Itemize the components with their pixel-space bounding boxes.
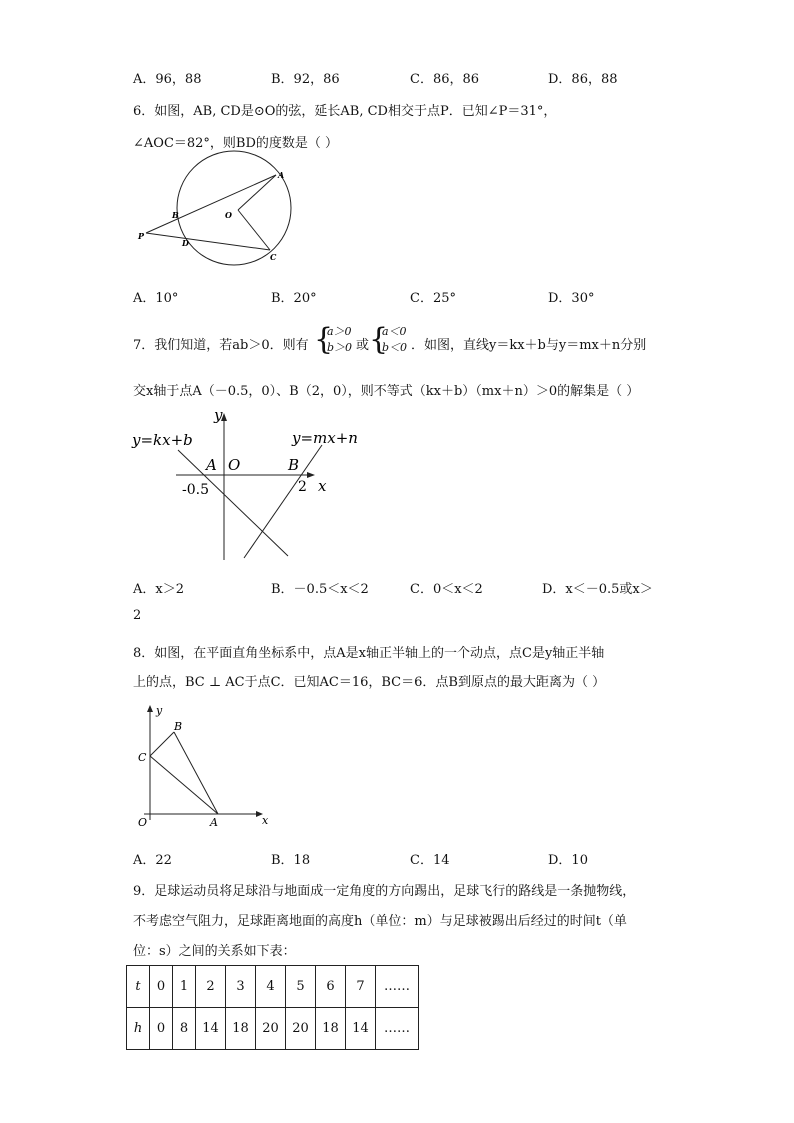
q6-stem-line2: ∠AOC＝82°，则BD的度数是（ ）: [133, 136, 339, 151]
q6-label-p: P: [138, 231, 145, 241]
q9-cell: 0: [150, 966, 173, 1008]
q7-label-x: x: [318, 477, 327, 495]
q9-cell: 14: [196, 1008, 226, 1050]
q7-label-a: A: [206, 456, 217, 474]
q7-stem-line1-pre: 7．我们知道，若ab＞0．则有: [133, 338, 309, 353]
q8-label-x: x: [262, 814, 269, 827]
q8-y-axis-arrow: [147, 705, 153, 712]
q6-option-d: D．30°: [548, 291, 595, 306]
q9-cell: 20: [256, 1008, 286, 1050]
q5-option-d: D．86，88: [548, 72, 618, 87]
q9-cell: 5: [286, 966, 316, 1008]
q7-system2-eq1: a＜0: [382, 325, 407, 338]
q7-label-o: O: [228, 456, 241, 474]
q6-circle: [177, 151, 291, 265]
q9-stem-line3: 位：s）之间的关系如下表：: [133, 944, 296, 959]
q7-line-mx-n: [244, 445, 322, 558]
q8-stem-line2: 上的点，BC ⊥ AC于点C．已知AC＝16，BC＝6．点B到原点的最大距离为（ ）: [133, 675, 606, 690]
q8-option-a: A．22: [133, 853, 172, 868]
q7-system2-eq2: b＜0: [382, 341, 408, 354]
q5-option-b: B．92，86: [271, 72, 340, 87]
q9-cell: 1: [173, 966, 196, 1008]
q9-cell-ellipsis: ……: [376, 1008, 419, 1050]
q9-cell: 18: [316, 1008, 346, 1050]
q7-system2-brace: {: [369, 322, 389, 357]
q7-option-b: B．－0.5＜x＜2: [271, 582, 369, 597]
q7-label-line2: y=mx+n: [292, 429, 358, 447]
q7-label-neg-half: -0.5: [182, 482, 209, 498]
q6-label-a: A: [278, 170, 285, 180]
q9-cell-ellipsis: ……: [376, 966, 419, 1008]
q8-segment-ba: [174, 732, 218, 814]
q7-option-c: C．0＜x＜2: [410, 582, 483, 597]
q6-stem-line1: 6．如图，AB, CD是⊙O的弦，延长AB, CD相交于点P．已知∠P＝31°，: [133, 104, 557, 119]
q8-coordinate-figure: [130, 700, 280, 832]
q6-label-b: B: [172, 210, 179, 220]
q6-option-c: C．25°: [410, 291, 456, 306]
q8-label-b: B: [174, 720, 183, 733]
q8-label-c: C: [138, 751, 147, 764]
q9-cell: 3: [226, 966, 256, 1008]
q8-option-c: C．14: [410, 853, 450, 868]
q5-option-c: C．86，86: [410, 72, 480, 87]
q9-cell: 14: [346, 1008, 376, 1050]
q9-cell: 20: [286, 1008, 316, 1050]
q6-line-pa: [146, 175, 276, 233]
q9-stem-line1: 9．足球运动员将足球沿与地面成一定角度的方向踢出，足球飞行的路线是一条抛物线，: [133, 884, 636, 899]
q6-label-o: O: [225, 210, 232, 220]
q9-table-row-t: [127, 966, 419, 1008]
q7-label-line1: y=kx+b: [132, 431, 193, 449]
q5-option-a: A．96，88: [133, 72, 202, 87]
q9-cell: 2: [196, 966, 226, 1008]
q7-label-y: y: [214, 406, 223, 424]
q7-system1-eq2: b＞0: [327, 341, 353, 354]
q9-cell: 4: [256, 966, 286, 1008]
q9-cell-h-header: h: [127, 1008, 150, 1050]
q6-circle-figure: [130, 150, 310, 275]
q7-x-axis-arrow: [307, 472, 315, 478]
q6-label-c: C: [270, 252, 277, 262]
q9-cell: 7: [346, 966, 376, 1008]
q7-option-a: A．x＞2: [133, 582, 184, 597]
q7-system1-brace: {: [314, 322, 334, 357]
q7-label-b: B: [288, 456, 300, 474]
q7-label-two: 2: [298, 479, 307, 495]
q8-option-d: D．10: [548, 853, 588, 868]
q8-label-y: y: [156, 704, 163, 717]
q8-label-a: A: [210, 816, 218, 829]
q8-segment-cb: [150, 732, 174, 756]
q9-cell: 6: [316, 966, 346, 1008]
q6-label-d: D: [182, 238, 189, 248]
q7-option-d-wrap: 2: [133, 608, 142, 623]
q9-cell: 18: [226, 1008, 256, 1050]
q7-or: 或: [356, 338, 370, 353]
q8-stem-line1: 8．如图，在平面直角坐标系中，点A是x轴正半轴上的一个动点，点C是y轴正半轴: [133, 646, 605, 661]
q7-system1-eq1: a＞0: [327, 325, 352, 338]
q8-label-o: O: [138, 816, 148, 829]
q7-stem-line2: 交x轴于点A（－0.5，0）、B（2，0），则不等式（kx＋b）（mx＋n）＞0的解集是（ ）: [133, 384, 640, 399]
q7-system1: [327, 324, 352, 356]
q6-option-a: A．10°: [133, 291, 179, 306]
q7-stem-line1-post: ．如图，直线y＝kx＋b与y＝mx＋n分别: [411, 338, 647, 353]
q9-cell: 8: [173, 1008, 196, 1050]
q7-option-d: D．x＜－0.5或x＞: [542, 582, 653, 597]
q6-radius-oa: [238, 175, 276, 210]
q6-option-b: B．20°: [271, 291, 317, 306]
q6-radius-oc: [238, 210, 270, 250]
q6-line-pc: [146, 233, 270, 250]
q9-cell-t-header: t: [127, 966, 150, 1008]
q9-data-table: [126, 965, 419, 1050]
q8-segment-ca: [150, 756, 218, 814]
q9-table-row-h: [127, 1008, 419, 1050]
q9-cell: 0: [150, 1008, 173, 1050]
q9-stem-line2: 不考虑空气阻力，足球距离地面的高度h（单位：m）与足球被踢出后经过的时间t（单: [133, 914, 627, 929]
q7-system2: [382, 324, 407, 356]
q7-lines-figure: [130, 406, 358, 565]
q8-option-b: B．18: [271, 853, 311, 868]
